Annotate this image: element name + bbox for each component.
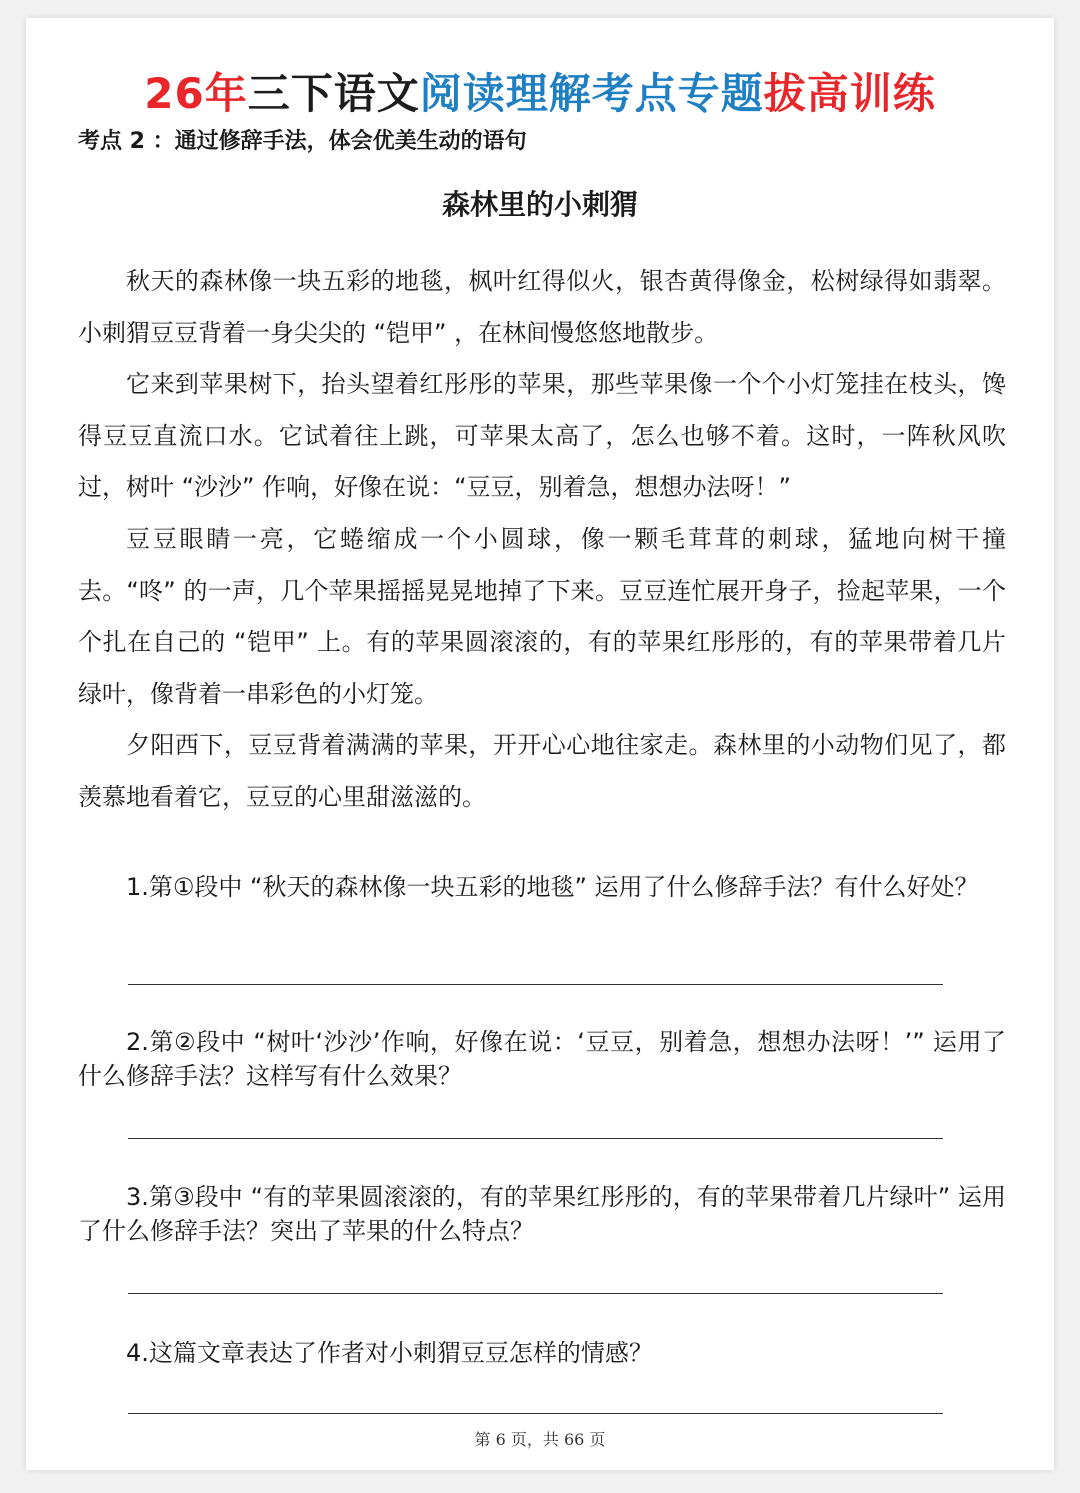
title-training: 拔高训练 <box>763 69 936 118</box>
title-grade-subject: 三下语文 <box>247 69 420 118</box>
answer-line-1[interactable] <box>128 984 943 985</box>
story-paragraph-4: 夕阳西下，豆豆背着满满的苹果，开开心心地往家走。森林里的小动物们见了，都羡慕地看着它，豆豆的心里甜滋滋的。 <box>78 731 1006 811</box>
story-paragraph-3: 豆豆眼睛一亮，它蜷缩成一个小圆球，像一颗毛茸茸的刺球，猛地向树干撞去。“咚” 的一声，几个苹果摇摇晃晃地掉了下来。豆豆连忙展开身子，捡起苹果，一个个扎在自己的 “铠甲” 上。有的苹果圆滚滚的，有的苹果红彤彤的，有的苹果带着几片绿叶，像背着一串彩色的小灯笼。 <box>78 524 1006 708</box>
story-paragraph-2: 它来到苹果树下，抬头望着红彤彤的苹果，那些苹果像一个个小灯笼挂在枝头，馋得豆豆直流口水。它试着往上跳，可苹果太高了，怎么也够不着。这时，一阵秋风吹过，树叶 “沙沙” 作响，好像在说：“豆豆，别着急，想想办法呀！” <box>78 370 1006 502</box>
answer-line-2[interactable] <box>128 1138 943 1139</box>
kaodian-label: 考点 2 ：通过修辞手法，体会优美生动的语句 <box>78 129 527 154</box>
title-topic: 阅读理解考点专题 <box>419 69 764 118</box>
worksheet-title <box>0 58 1080 130</box>
question-4: 4.这篇文章表达了作者对小刺猬豆豆怎样的情感？ <box>126 1339 653 1367</box>
title-year: 26年 <box>144 69 248 118</box>
question-2: 2.第②段中 “树叶‘沙沙’作响，好像在说：‘豆豆，别着急，想想办法呀！’” 运用了什么修辞手法？这样写有什么效果？ <box>78 1028 1006 1090</box>
question-1: 1.第①段中 “秋天的森林像一块五彩的地毯” 运用了什么修辞手法？有什么好处？ <box>126 873 979 901</box>
story-title: 森林里的小刺猬 <box>441 188 638 221</box>
question-3: 3.第③段中 “有的苹果圆滚滚的，有的苹果红彤彤的，有的苹果带着几片绿叶” 运用了什么修辞手法？突出了苹果的什么特点？ <box>78 1183 1006 1245</box>
answer-line-3[interactable] <box>128 1293 943 1294</box>
story-paragraph-1: 秋天的森林像一块五彩的地毯，枫叶红得似火，银杏黄得像金，松树绿得如翡翠。小刺猬豆豆背着一身尖尖的 “铠甲” ，在林间慢悠悠地散步。 <box>78 267 1006 347</box>
answer-line-4[interactable] <box>128 1413 943 1414</box>
story-body <box>78 256 1006 824</box>
page-number: 第 6 页，共 66 页 <box>474 1430 606 1449</box>
